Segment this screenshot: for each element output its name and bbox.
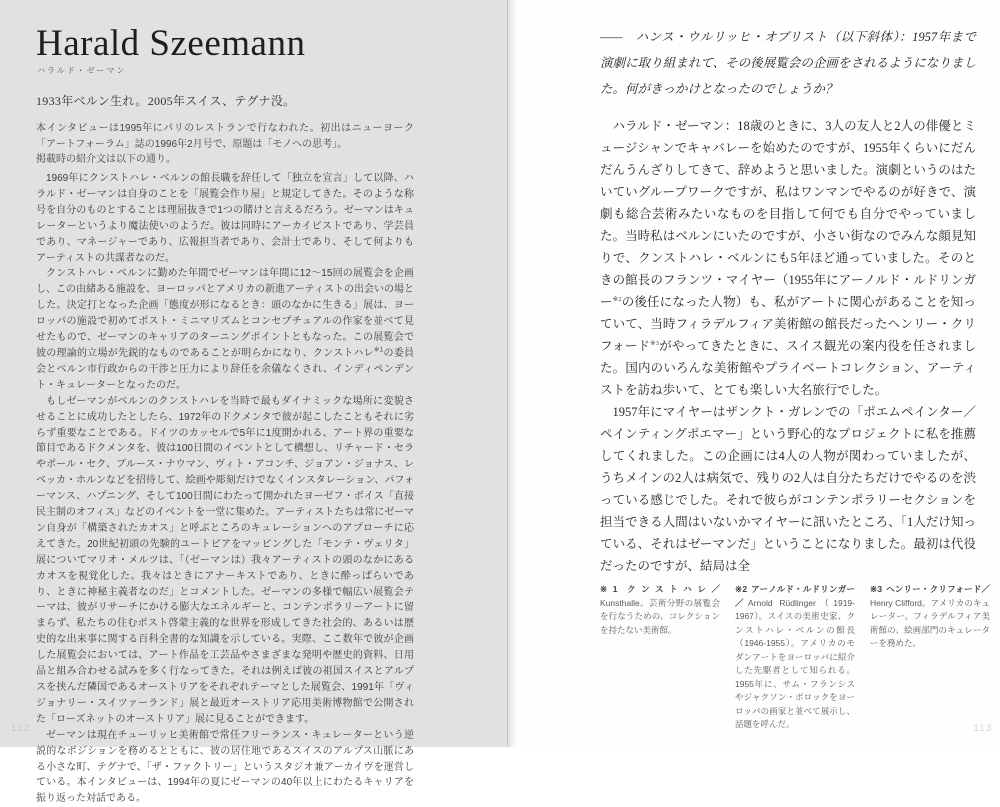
footnote-number: ※2 bbox=[735, 584, 748, 594]
intro-note-line: 掲載時の紹介文は以下の通り。 bbox=[36, 154, 176, 165]
footnote-latin: Arnold Rüdlinger（1919-1967）。 bbox=[735, 597, 855, 621]
footnotes bbox=[600, 583, 990, 732]
right-page bbox=[508, 0, 1000, 747]
bio-paragraph: クンストハレ・ベルンに勤めた年間でゼーマンは年間に12〜15回の展覧会を企画し、この由緒ある施設を、ヨーロッパとアメリカの新進アーティストの出会いの場とした。決定打となった企画「態度が形になるとき：頭のなかに生きる」展は、ヨーロッパの施設で初めてポスト・ミニマリズムとコンセプチュアルの作家を並べて見せたもので、ゼーマンのキャリアのターニングポイントともなった。この展覧会で彼の理論的立場が先鋭的なものであることが明らかになり、クンストハレ$^{※1}$の委員会とベルン市行政からの干渉と圧力により辞任を余儀なくされ、インディペンデント・キュレーターとなったのだ。 bbox=[36, 268, 415, 391]
footnote-latin: Kunsthalle。 bbox=[600, 597, 650, 608]
interview-question: —— ハンス・ウルリッヒ・オブリスト（以下斜体）：1957年まで演劇に取り組まれて、その後展覧会の企画をされるようになりました。何がきっかけとなったのでしょうか？ bbox=[600, 30, 976, 96]
page-title: Harald Szeemann bbox=[36, 23, 306, 64]
footnote-term: クンストハレ／ bbox=[626, 584, 720, 594]
bio-line: 1933年ベルン生れ。2005年スイス、テグナ没。 bbox=[36, 94, 296, 108]
footnote-term: ヘンリー・クリフォード／ bbox=[886, 584, 991, 594]
answer-paragraph: 1957年にマイヤーはザンクト・ガレンでの「ポエムペインター／ペインティングポエマー」という野心的なプロジェクトに私を推薦してくれました。この企画には4人の人物が関わっていましたが、うちメインの2人は病気で、残りの2人は自分たちだけでやるのを渋っている感じでした。それで彼らがコンテンポラリーセクションを担当できる人間はいないかマイヤーに訊いたところ、「1人だけ知っている、それはゼーマンだ」ということになりました。最初は代役だったのですが、結局は全 bbox=[600, 405, 976, 573]
page-gutter bbox=[508, 0, 517, 747]
introduction-text bbox=[36, 171, 414, 807]
footnote-latin: Henry Clifford。 bbox=[870, 597, 931, 608]
page-number-right: 113 bbox=[973, 723, 993, 734]
bio-paragraph: ゼーマンは現在チューリッヒ美術館で常任フリーランス・キュレーターという逆説的なポジションを務めるとともに、彼の居住地であるスイスのアルプス山脈にある小さな町、テグナで、「ザ・ファクトリー」というスタジオ兼アーカイヴを運営している。本インタビューは、1994年の夏にゼーマンの40年以上にわたるキャリアを振り返った対話である。 bbox=[36, 729, 414, 805]
footnote-body: 芸術分野の展覧会を行なうための、コレクションを持たない美術館。 bbox=[600, 597, 720, 635]
bio-paragraph: 1969年にクンストハレ・ベルンの館長職を辞任して「独立を宣言」して以降、ハラルド・ゼーマンは自身のことを「展覧会作り屋」と規定してきた。そのような称号を自分のものとすることは理屈抜きで1つの賭けと言えるだろう。ゼーマンはキュレーターというより魔法使いのようだ。彼は同時にアーカイビストであり、学芸員であり、マネージャーであり、広報担当者であり、会計士であり、そして何よりもアーティストの共謀者なのだ。 bbox=[36, 173, 414, 264]
footnote bbox=[600, 583, 720, 732]
footnote-number: ※1 bbox=[600, 584, 618, 594]
footnote bbox=[735, 583, 855, 732]
footnote bbox=[870, 583, 990, 732]
page-number-left: 112 bbox=[11, 723, 31, 734]
answer-paragraph: ハラルド・ゼーマン：18歳のときに、3人の友人と2人の俳優とミュージシャンでキャバレーを始めたのですが、1955年くらいにだんだんうんざりしてきて、辞めようと思いました。演劇というのはたいていグループワークですが、私はワンマンでやるのが好きで、演劇も総合芸術みたいなものを目指して何でも自分でやっていました。当時私はベルンにいたのですが、小さい街なのでみんな顔見知りで、クンストハレ・ベルンにも5年ほど通っていました。そのときの館長のフランツ・マイヤー（1955年にアーノルド・ルドリンガー$^{※2}$の後任になった人物）も、私がアートに関心があることを知っていて、当時フィラデルフィア美術館の館長だったヘンリー・クリフォード$^{※3}$がやってきたときに、スイス観光の案内役を任されました。国内のいろんな美術館やプライベートコレクション、アーティストを訪ね歩いて、とても楽しい大名旅行でした。 bbox=[600, 119, 976, 397]
intro-note-line: 本インタビューは1995年にパリのレストランで行なわれた。初出はニューヨーク「アートフォーラム」誌の1996年2月号で、原題は「モノへの思考」。 bbox=[36, 123, 414, 150]
footnote-body: アメリカのキュレーター。フィラデルフィア美術館の、絵画部門のキュレーターを務めた。 bbox=[870, 597, 991, 648]
interview-answer bbox=[600, 115, 976, 577]
bio-paragraph: もしゼーマンがベルンのクンストハレを当時で最もダイナミックな場所に変貌させることに成功したとしたら、1972年のドクメンタで彼が起こしたこともそれに劣らず重要なことである。ドイツのカッセルで5年に1度開かれる、アート界の重要な節目であるドクメンタを、彼は100日間のイベントとして構想し、リチャード・セラやポール・セク、ブルース・ナウマン、ヴィト・アコンチ、ジョアン・ジョナス、レベッカ・ホルンなどを招待して、絵画や彫刻だけでなくインスタレーション、パフォーマンス、ハプニング、そして100日間にわたって開かれたヨーゼフ・ボイス「直接民主制のオフィス」などのイベントを一堂に集めた。アーティストたちは常にゼーマン自身が「構築されたカオス」と呼ぶところのキュレーションへのアプローチに応えてきた。20世紀初頭の先験的ユートピアをマッピングした「モンテ・ヴェリタ」展についてマリオ・メルツは、「（ゼーマンは）我々アーティストの頭のなかにあるカオスを視覚化した。我々はときにアナーキストであり、ときに酔っぱらいであり、ときに神秘主義者なのだ」とコメントした。ゼーマンの多様で幅広い展覧会テーマは、彼がリサーチにかける膨大なエネルギーと、コンテンポラリーアートに留まらず、私たちの住むポスト啓蒙主義的な世界を形成してきた社会的、あるいは歴史的な出来事に関する百科全書的な知識を示している。実際、ここ数年で彼が企画した展覧会においては、アート作品を工芸品やさまざまな発明や歴史的資料、日用品と組み合わせる試みを多く行なってきた。それは例えば彼の祖国スイスとアルプスを挟んだ隣国であるオーストリアをそれぞれテーマとした展覧会、1991年「ヴィジョナリー・スイツァーランド」展と最近オーストリア応用美術博物館で公開された「ローズネットのオーストリア」展に見ることができます。 bbox=[36, 395, 414, 725]
title-furigana: ハラルド・ゼーマン bbox=[37, 66, 127, 75]
footnote-term: アーノルド・ルドリンガー／ bbox=[735, 584, 855, 608]
footnote-number: ※3 bbox=[870, 584, 883, 594]
footnote-body: スイスの美術史家、クンストハレ・ベルンの館長（1946-1955）。アメリカのモダンアートをヨーロッパに紹介した先駆者として知られる。1955年に、サム・フランシスやジャクソン・ポロックをヨーロッパの画家と並べて展示し、話題を呼んだ。 bbox=[735, 611, 855, 729]
intro-note bbox=[36, 121, 414, 168]
